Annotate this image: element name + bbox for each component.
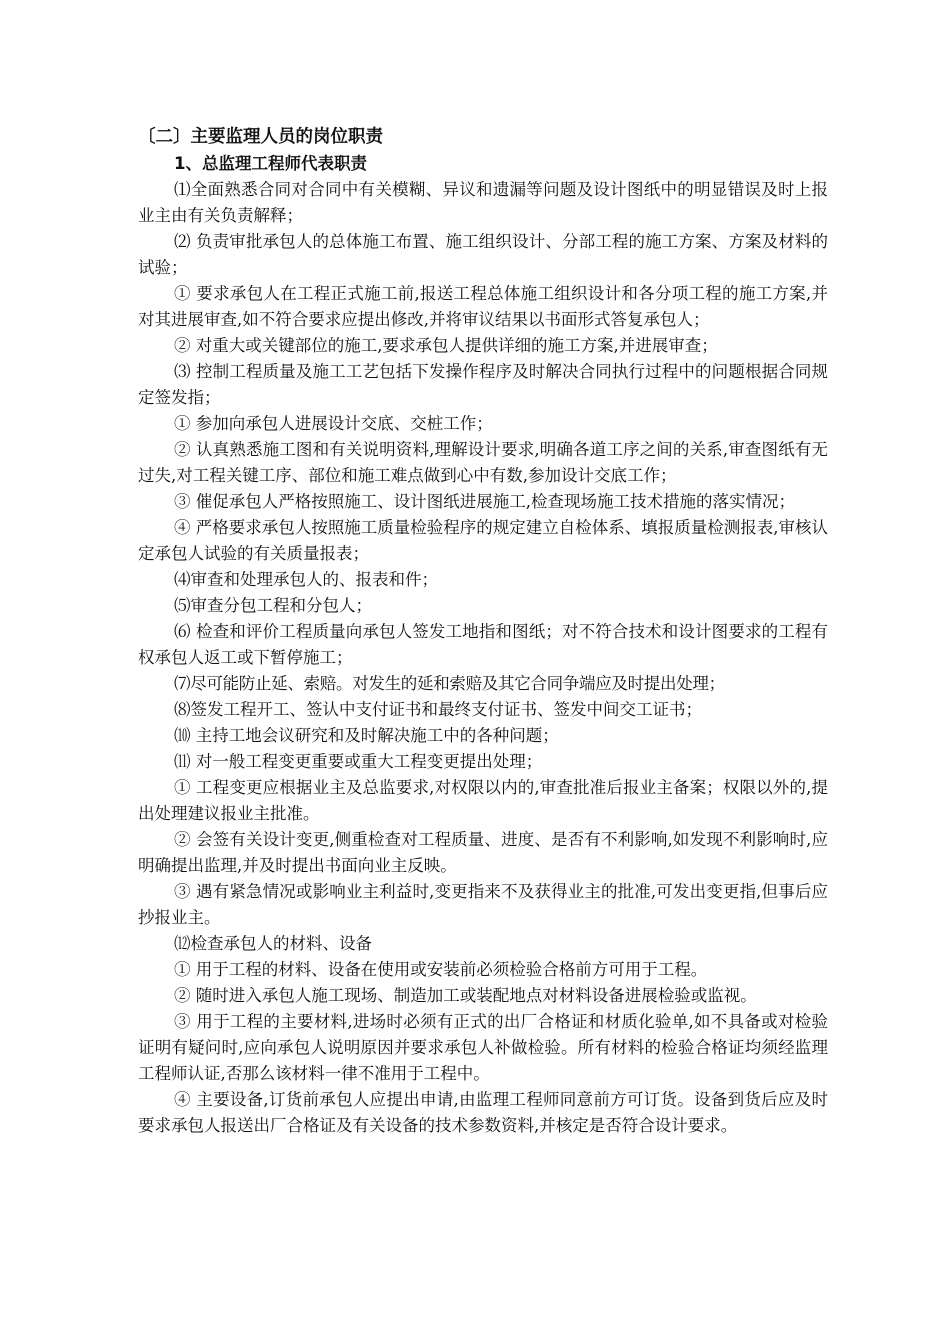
paragraph: ⑻签发工程开工、签认中支付证书和最终支付证书、签发中间交工证书； xyxy=(174,700,702,719)
paragraph: ④ 严格要求承包人按照施工质量检验程序的规定建立自检体系、填报质量检测报表,审核认定承包人试验的有关质量报表； xyxy=(138,518,828,563)
paragraph: ② 随时进入承包人施工现场、制造加工或装配地点对材料设备进展检验或监视。 xyxy=(174,986,757,1005)
subsection-title: 1、总监理工程师代表职责 xyxy=(174,154,367,173)
paragraph: ⑵ 负责审批承包人的总体施工布置、施工组织设计、分部工程的施工方案、方案及材料的试验； xyxy=(138,232,828,277)
paragraph: ① 要求承包人在工程正式施工前,报送工程总体施工组织设计和各分项工程的施工方案,并对其进展审查,如不符合要求应提出修改,并将审议结果以书面形式答复承包人； xyxy=(138,284,828,329)
paragraph-list xyxy=(138,177,828,1139)
paragraph: ② 会签有关设计变更,侧重检查对工程质量、进度、是否有不利影响,如发现不利影响时,应明确提出监理,并及时提出书面向业主反映。 xyxy=(138,830,828,875)
paragraph: ⑶ 控制工程质量及施工工艺包括下发操作程序及时解决合同执行过程中的问题根据合同规定签发指； xyxy=(138,362,828,407)
paragraph: ⑾ 对一般工程变更重要或重大工程变更提出处理； xyxy=(174,752,543,771)
paragraph: ② 对重大或关键部位的施工,要求承包人提供详细的施工方案,并进展审查； xyxy=(174,336,718,355)
paragraph: ① 工程变更应根据业主及总监要求,对权限以内的,审查批准后报业主备案；权限以外的,提出处理建议报业主批准。 xyxy=(138,778,828,823)
paragraph: ③ 遇有紧急情况或影响业主利益时,变更指来不及获得业主的批准,可发出变更指,但事后应抄报业主。 xyxy=(138,882,828,927)
paragraph: ⑿检查承包人的材料、设备 xyxy=(174,934,372,953)
paragraph: ③ 用于工程的主要材料,进场时必须有正式的出厂合格证和材质化验单,如不具备或对检验证明有疑问时,应向承包人说明原因并要求承包人补做检验。所有材料的检验合格证均须经监理工程师认证,否那么该材料一律不准用于工程中。 xyxy=(138,1012,828,1083)
document-body xyxy=(138,124,828,1139)
paragraph: ① 用于工程的材料、设备在使用或安装前必须检验合格前方可用于工程。 xyxy=(174,960,708,979)
paragraph: ① 参加向承包人进展设计交底、交桩工作； xyxy=(174,414,493,433)
paragraph: ⑴全面熟悉合同对合同中有关模糊、异议和遗漏等问题及设计图纸中的明显错误及时上报业主由有关负责解释； xyxy=(138,180,828,225)
paragraph: ⑹ 检查和评价工程质量向承包人签发工地指和图纸；对不符合技术和设计图要求的工程有权承包人返工或下暂停施工； xyxy=(138,622,828,667)
paragraph: ⑸审查分包工程和分包人； xyxy=(174,596,372,615)
paragraph: ④ 主要设备,订货前承包人应提出申请,由监理工程师同意前方可订货。设备到货后应及时要求承包人报送出厂合格证及有关设备的技术参数资料,并核定是否符合设计要求。 xyxy=(138,1090,828,1135)
paragraph: ⑷审查和处理承包人的、报表和件； xyxy=(174,570,438,589)
paragraph: ⑺尽可能防止延、索赔。对发生的延和索赔及其它合同争端应及时提出处理； xyxy=(174,674,725,693)
paragraph: ⑽ 主持工地会议研究和及时解决施工中的各种问题； xyxy=(174,726,559,745)
paragraph: ② 认真熟悉施工图和有关说明资料,理解设计要求,明确各道工序之间的关系,审查图纸有无过失,对工程关键工序、部位和施工难点做到心中有数,参加设计交底工作； xyxy=(138,440,828,485)
paragraph: ③ 催促承包人严格按照施工、设计图纸进展施工,检查现场施工技术措施的落实情况； xyxy=(174,492,795,511)
section-title: 〔二〕主要监理人员的岗位职责 xyxy=(138,127,383,147)
